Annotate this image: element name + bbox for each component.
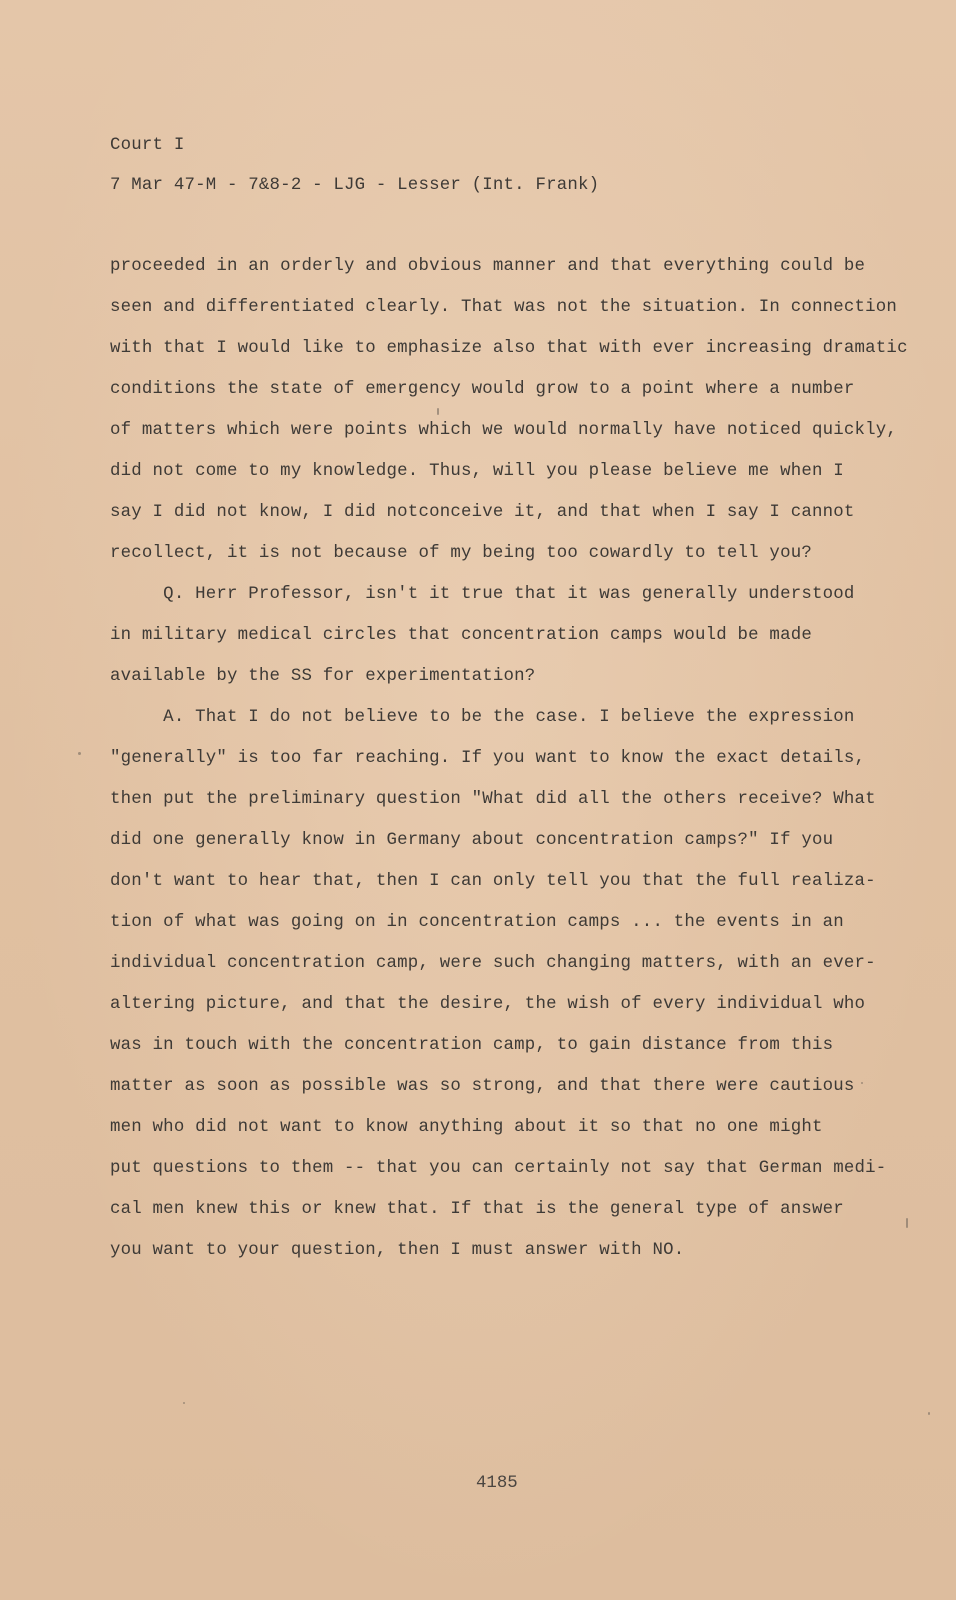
body-line: in military medical circles that concentration camps would be made xyxy=(110,626,812,645)
body-line: individual concentration camp, were such changing matters, with an ever- xyxy=(110,954,876,973)
body-line: put questions to them -- that you can certainly not say that German medi- xyxy=(110,1159,887,1178)
body-line: matter as soon as possible was so strong, and that there were cautious xyxy=(110,1077,855,1096)
body-line: cal men knew this or knew that. If that is the general type of answer xyxy=(110,1200,844,1219)
body-line: did not come to my knowledge. Thus, will you please believe me when I xyxy=(110,462,844,481)
body-line: don't want to hear that, then I can only tell you that the full realiza- xyxy=(110,872,876,891)
answer-line: A. That I do not believe to be the case. I believe the expression xyxy=(110,708,855,727)
paper-speck xyxy=(437,408,439,415)
body-line: then put the preliminary question "What did all the others receive? What xyxy=(110,790,876,809)
session-line: 7 Mar 47-M - 7&8-2 - LJG - Lesser (Int. Frank) xyxy=(110,176,600,195)
body-line: say I did not know, I did notconceive it, and that when I say I cannot xyxy=(110,503,855,522)
body-line: of matters which were points which we would normally have noticed quickly, xyxy=(110,421,898,440)
body-line: with that I would like to emphasize also that with ever increasing dramatic xyxy=(110,339,908,358)
paper-speck xyxy=(78,752,81,755)
body-line: seen and differentiated clearly. That was not the situation. In connection xyxy=(110,298,898,317)
body-line: tion of what was going on in concentration camps ... the events in an xyxy=(110,913,844,932)
body-line: did one generally know in Germany about concentration camps?" If you xyxy=(110,831,834,850)
paper-speck xyxy=(861,1082,863,1084)
page-number: 4185 xyxy=(476,1474,518,1493)
body-line: conditions the state of emergency would grow to a point where a number xyxy=(110,380,855,399)
body-line: proceeded in an orderly and obvious manner and that everything could be xyxy=(110,257,866,276)
paper-speck xyxy=(906,1218,908,1228)
body-line: available by the SS for experimentation? xyxy=(110,667,536,686)
court-label: Court I xyxy=(110,136,185,155)
body-line: recollect, it is not because of my being too cowardly to tell you? xyxy=(110,544,812,563)
paper-speck xyxy=(928,1412,930,1415)
body-line: "generally" is too far reaching. If you want to know the exact details, xyxy=(110,749,866,768)
body-line: was in touch with the concentration camp, to gain distance from this xyxy=(110,1036,834,1055)
body-line: you want to your question, then I must answer with NO. xyxy=(110,1241,685,1260)
paper-speck xyxy=(183,1402,185,1404)
body-line: altering picture, and that the desire, the wish of every individual who xyxy=(110,995,866,1014)
body-line: men who did not want to know anything about it so that no one might xyxy=(110,1118,823,1137)
question-line: Q. Herr Professor, isn't it true that it was generally understood xyxy=(110,585,855,604)
